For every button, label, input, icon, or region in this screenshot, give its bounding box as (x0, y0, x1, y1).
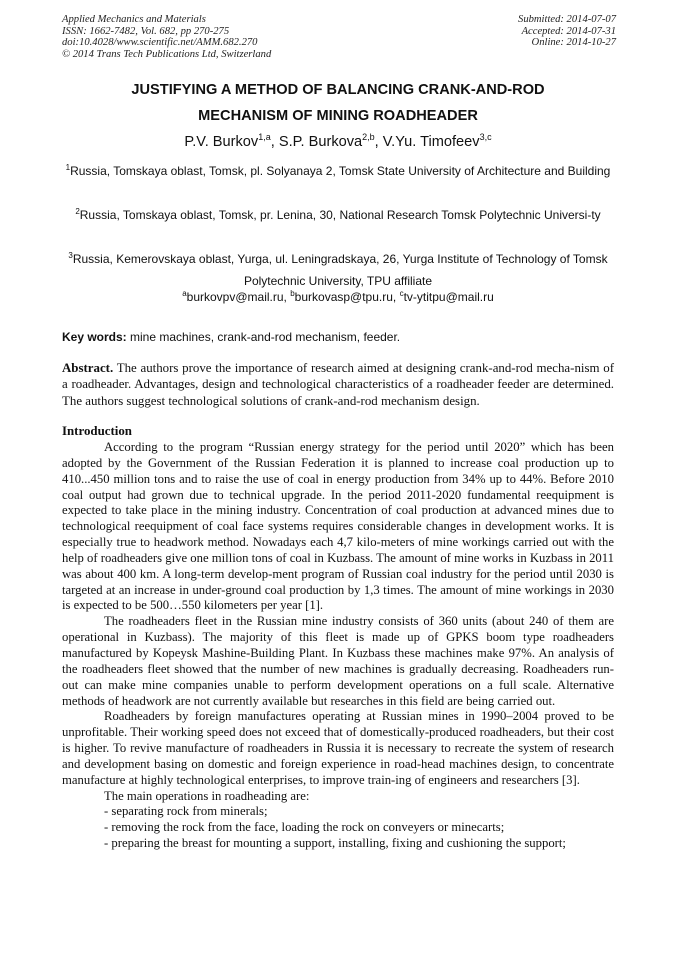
affiliation-sup: 2 (75, 207, 80, 216)
author-sup: 2,b (362, 132, 375, 142)
author-sup: 1,a (258, 132, 271, 142)
paragraph: The main operations in roadheading are: (104, 788, 310, 803)
author-name: P.V. Burkov (184, 134, 259, 150)
email-sup: c (399, 289, 404, 298)
author (279, 134, 383, 150)
affiliation-3 (62, 248, 614, 292)
keywords (62, 330, 614, 344)
journal-doi: doi:10.4028/www.scientific.net/AMM.682.270 (62, 37, 258, 49)
keywords-text: mine machines, crank-and-rod mechanism, feeder. (126, 330, 401, 344)
keywords-label: Key words: (62, 330, 127, 344)
affiliation-sup: 1 (65, 163, 71, 172)
email-link[interactable]: burkovasp@tpu.ru (294, 290, 393, 304)
abstract-label: Abstract. (62, 361, 114, 375)
email-link[interactable]: burkovpv@mail.ru (186, 290, 284, 304)
paragraph: According to the program “Russian energy strategy for the period until 2020” which has been adopted by the Government of the Russian Federation it is planned to increase coal production up to 410...450 million tons and to raise the use of coal in energy production from 34% up to 44%. Before 2010 coal output had grown due to technical upgrade. In the period 2011-2020 fundamental reequipment is expected to take place in the mining industry. Concentration of coal production at advanced mines due to technological reequipment of coal face systems requires considerable changes in development works. It is especially true to headwork method. Nowadays each 4,7 kilo-meters of mine workings carried out with the help of roadheaders give one million tons of coal in Kuzbass. The amount of mine works in Kuzbass in 2011 was about 400 km. A long-term develop-ment program of Russian coal industry for the period until 2030 is targeted at an increase in under-ground coal production by 1,3 times. The amount of mine workings in 2030 is expected to be 500…550 kilometers per year [1]. (62, 440, 614, 613)
email-list (62, 290, 614, 304)
submitted-date: Submitted: 2014-07-07 (518, 14, 616, 25)
author-name: S.P. Burkova (278, 134, 363, 150)
affiliation-text: Russia, Tomskaya oblast, Tomsk, pl. Solyanaya 2, Tomsk State University of Architecture and Building (70, 164, 611, 178)
paper-title-line-2: MECHANISM OF MINING ROADHEADER (198, 108, 478, 124)
paper-title-line-1: JUSTIFYING A METHOD OF BALANCING CRANK-AND-ROD (131, 82, 545, 98)
online-date: Online: 2014-10-27 (531, 37, 616, 49)
paragraph: Roadheaders by foreign manufactures operating at Russian mines in 1990–2004 proved to be unprofitable. Their working speed does not exceed that of domestically-produced roadheaders, but their cost is higher. To revive manufacture of roadheaders in Russia it is necessary to recreate the system of research and development basing on domestic and foreign experience in road-head machines design, to concentrate manufacture at highly technological enterprises, to improve train-ing of engineers and researchers [3]. (62, 709, 614, 787)
affiliation-2 (62, 204, 614, 226)
section-heading-introduction: Introduction (62, 424, 132, 438)
journal-name: Applied Mechanics and Materials (62, 14, 206, 25)
abstract (62, 360, 614, 409)
email-sup: a (182, 289, 187, 298)
journal-copyright: © 2014 Trans Tech Publications Ltd, Switzerland (62, 48, 272, 60)
affiliation-text: Russia, Kemerovskaya oblast, Yurga, ul. Leningradskaya, 26, Yurga Institute of Technology of Tomsk Polytechnic University, TPU affiliate (72, 252, 608, 288)
list-item: - preparing the breast for mounting a support, installing, fixing and cushioning the support; (104, 836, 566, 851)
affiliation-text: Russia, Tomskaya oblast, Tomsk, pr. Lenina, 30, National Research Tomsk Polytechnic Universi-ty (79, 208, 601, 222)
journal-header (62, 14, 271, 60)
list-item: - removing the rock from the face, loading the rock on conveyers or minecarts; (104, 820, 505, 835)
author-list (62, 134, 614, 150)
separator: , (283, 290, 291, 304)
author (383, 134, 492, 150)
affiliation-sup: 3 (68, 251, 73, 260)
email-sup: b (290, 289, 295, 298)
email-link[interactable]: tv-ytitpu@mail.ru (403, 290, 494, 304)
author-sup: 3,c (479, 132, 492, 142)
separator: , (392, 290, 400, 304)
dates-header (518, 14, 616, 49)
accepted-date: Accepted: 2014-07-31 (521, 25, 616, 37)
affiliation-1 (62, 160, 614, 182)
separator: , (374, 134, 383, 150)
author (184, 134, 278, 150)
abstract-text: The authors prove the importance of research aimed at designing crank-and-rod mecha-nism of a roadheader. Advantages, design and technological characteristics of a roadheader feeder are determined. The authors suggest technological solutions of crank-and-rod mechanism design. (62, 361, 614, 408)
separator: , (270, 134, 279, 150)
paragraph: The roadheaders fleet in the Russian mine industry consists of 360 units (about 240 of them are operational in Kuzbass). The majority of this fleet is made up of GPKS boom type roadheaders manufactured by Kopeysk Mashine-Building Plant. In Kuzbass these machines make 97%. An analysis of the roadheaders fleet showed that the number of new machines is gradually decreasing. Roadheaders run-out can make mine companies unable to perform development operations on a full scale. Alternative methods of headwork are not currently available but researches in this field are being carried out. (62, 614, 614, 708)
journal-issn: ISSN: 1662-7482, Vol. 682, pp 270-275 (62, 25, 230, 37)
introduction-body (62, 440, 614, 852)
list-item: - separating rock from minerals; (104, 804, 268, 819)
author-name: V.Yu. Timofeev (382, 134, 480, 150)
